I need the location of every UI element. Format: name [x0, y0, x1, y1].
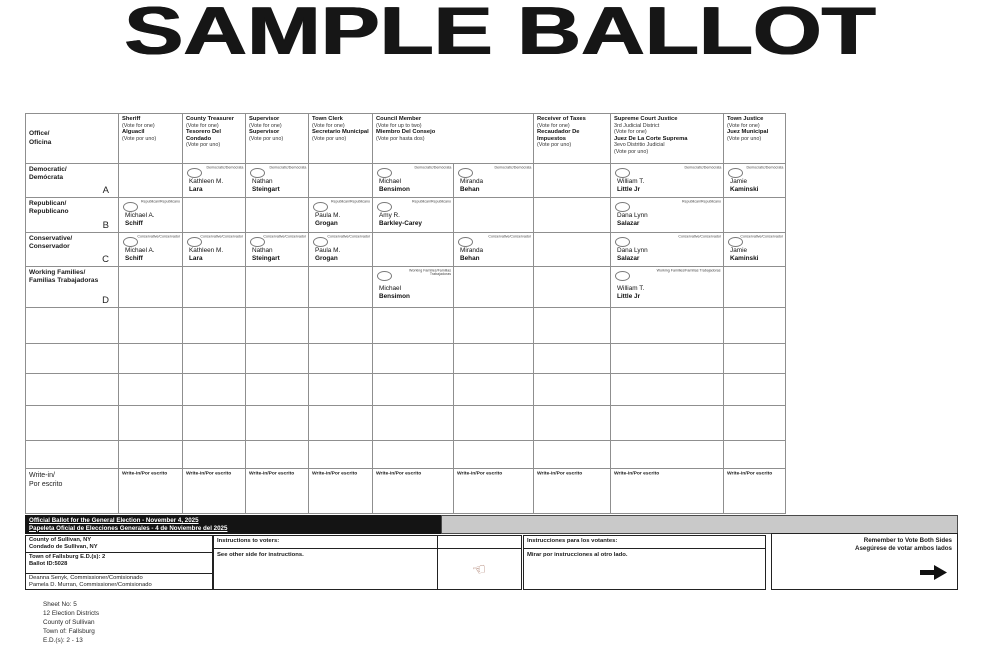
- empty-cell: [183, 406, 246, 441]
- empty-cell: [534, 233, 611, 267]
- ballot-oval[interactable]: [123, 237, 138, 247]
- town-ballot-section: [26, 553, 212, 574]
- party-micro-label: Democratic/Demócrata: [746, 166, 783, 170]
- office-header-supreme-court-justice: [611, 114, 724, 164]
- office-header-line: (Vote por uno): [727, 135, 762, 142]
- remember-line-en: Remember to Vote Both Sides: [863, 537, 952, 544]
- ballot-oval[interactable]: [458, 168, 473, 178]
- empty-cell: [534, 308, 611, 344]
- page-title: [0, 0, 1000, 85]
- candidate-last-name: Grogan: [315, 254, 338, 262]
- candidate-name: [617, 247, 648, 262]
- party-micro-label: Republican/Republicano: [411, 200, 451, 204]
- instructions-es-box: [523, 535, 766, 590]
- empty-cell: [309, 267, 373, 308]
- office-header-line: (Vote for one): [614, 129, 647, 136]
- empty-cell: [534, 198, 611, 233]
- arrow-right-icon: [920, 565, 947, 580]
- candidate-name: [379, 285, 410, 300]
- office-header-line: Tesorero Del Condado: [186, 129, 222, 142]
- candidate-first-name: Paula M.: [315, 212, 341, 219]
- instructions-en-box: [213, 535, 522, 590]
- write-in-label-line: Por escrito: [29, 480, 63, 488]
- write-in-cell-label: Write-in/Por escrito: [376, 471, 422, 476]
- candidate-last-name: Kaminski: [730, 254, 759, 262]
- office-header-town-justice: [724, 114, 786, 164]
- office-header-line: County Treasurer: [186, 116, 234, 122]
- empty-cell: [119, 267, 183, 308]
- candidate-cell-little-jr: [611, 267, 724, 308]
- candidate-cell-salazar: [611, 233, 724, 267]
- party-micro-label: Working Families/Familias Trabajadoras: [657, 269, 721, 273]
- office-header-line: Receiver of Taxes: [537, 116, 586, 122]
- candidate-first-name: Jamie: [730, 247, 748, 254]
- office-header-line: (Vote por uno): [249, 135, 284, 142]
- row-letter: C: [102, 254, 109, 265]
- candidate-last-name: Schiff: [125, 254, 143, 262]
- ballot-oval[interactable]: [377, 271, 392, 281]
- row-label-empty: [26, 441, 119, 469]
- candidate-first-name: Miranda: [460, 247, 484, 254]
- write-in-cell-label: Write-in/Por escrito: [537, 471, 583, 476]
- page-title-text: SAMPLE BALLOT: [124, 0, 876, 69]
- candidate-cell-lara: [183, 164, 246, 198]
- empty-cell: [246, 441, 309, 469]
- office-header-line: Supervisor: [249, 116, 280, 122]
- write-in-cell-label: Write-in/Por escrito: [122, 471, 168, 476]
- candidate-first-name: Kathleen M.: [189, 247, 224, 254]
- office-header-line: (Vote por uno): [186, 142, 221, 149]
- party-label-working-families: [26, 267, 119, 308]
- candidate-cell-behan: [454, 164, 534, 198]
- office-header-line: Town Clerk: [312, 116, 343, 122]
- write-in-cell: [246, 469, 309, 514]
- county-line: County of Sullivan, NY: [29, 537, 92, 543]
- empty-cell: [119, 374, 183, 406]
- write-in-cell: [373, 469, 454, 514]
- party-label-democratic: [26, 164, 119, 198]
- sheet-info: [43, 600, 99, 645]
- ballot-oval[interactable]: [458, 237, 473, 247]
- empty-cell: [373, 374, 454, 406]
- candidate-name: [252, 178, 280, 193]
- empty-cell: [611, 344, 724, 374]
- empty-cell: [454, 374, 534, 406]
- write-in-cell: [534, 469, 611, 514]
- empty-cell: [454, 344, 534, 374]
- sheet-info-line: Sheet No: 5: [43, 601, 77, 608]
- empty-cell: [373, 308, 454, 344]
- office-header-line: Juez Municipal: [727, 129, 769, 136]
- empty-cell: [534, 344, 611, 374]
- instructions-en-body: See other side for instructions.: [214, 549, 438, 589]
- empty-cell: [183, 267, 246, 308]
- ballot-oval[interactable]: [377, 202, 392, 212]
- writing-hand-icon: ☜: [470, 558, 489, 580]
- empty-cell: [309, 164, 373, 198]
- party-label-line: Working Families/: [29, 269, 86, 276]
- write-in-cell-label: Write-in/Por escrito: [186, 471, 232, 476]
- candidate-first-name: Michael: [379, 178, 402, 185]
- office-header-line: (Vote for one): [537, 122, 570, 129]
- write-in-cell-label: Write-in/Por escrito: [727, 471, 773, 476]
- candidate-name: [379, 212, 422, 227]
- empty-cell: [183, 198, 246, 233]
- party-label-line: Conservador: [29, 243, 70, 250]
- empty-cell: [724, 344, 786, 374]
- candidate-first-name: Michael: [379, 285, 402, 292]
- candidate-name: [125, 247, 154, 262]
- candidate-first-name: William T.: [617, 178, 645, 185]
- office-header-line: Town Justice: [727, 116, 764, 122]
- ballot-oval[interactable]: [313, 237, 328, 247]
- party-label-republican: [26, 198, 119, 233]
- empty-cell: [246, 198, 309, 233]
- empty-cell: [611, 308, 724, 344]
- candidate-name: [315, 212, 340, 227]
- candidate-name: [730, 178, 758, 193]
- empty-cell: [119, 344, 183, 374]
- candidate-first-name: Nathan: [252, 178, 273, 185]
- candidate-last-name: Lara: [189, 185, 203, 193]
- party-micro-label: Democratic/Demócrata: [684, 166, 721, 170]
- office-header-council-member: [373, 114, 534, 164]
- official-ballot-bar-black: [25, 515, 441, 534]
- empty-cell: [373, 344, 454, 374]
- candidate-cell-grogan: [309, 198, 373, 233]
- candidate-first-name: Michael A.: [125, 212, 155, 219]
- office-header-line: Supervisor: [249, 129, 280, 136]
- party-micro-label: Republican/Republicano: [140, 200, 180, 204]
- empty-cell: [373, 441, 454, 469]
- ballot-oval[interactable]: [313, 202, 328, 212]
- official-ballot-line-es: Papeleta Oficial de Elecciones Generales - 4 de Noviembre del 2025: [29, 524, 228, 532]
- ballot-oval[interactable]: [615, 271, 630, 281]
- write-in-label-cell: [26, 469, 119, 514]
- row-label-empty: [26, 406, 119, 441]
- candidate-name: [730, 247, 758, 262]
- office-header-line: Alguacil: [122, 129, 145, 136]
- empty-cell: [611, 374, 724, 406]
- ballot-oval[interactable]: [377, 168, 392, 178]
- empty-cell: [534, 164, 611, 198]
- candidate-last-name: Kaminski: [730, 185, 759, 193]
- empty-cell: [454, 198, 534, 233]
- office-header-line: Supreme Court Justice: [614, 116, 678, 122]
- candidate-cell-schiff: [119, 198, 183, 233]
- office-header-receiver-of-taxes: [534, 114, 611, 164]
- county-info-box: [25, 535, 213, 590]
- party-micro-label: Conservative/Conservador: [137, 235, 180, 239]
- town-line: Town of Fallsburg E.D.(s): 2: [29, 554, 106, 560]
- party-micro-label: Democratic/Demócrata: [414, 166, 451, 170]
- candidate-first-name: Paula M.: [315, 247, 341, 254]
- candidate-last-name: Barkley-Carey: [379, 219, 422, 227]
- instructions-es-title: Instrucciones para los votantes:: [524, 536, 765, 549]
- candidate-first-name: Michael A.: [125, 247, 155, 254]
- office-header-line: (Vote por uno): [122, 135, 157, 142]
- empty-cell: [309, 308, 373, 344]
- candidate-first-name: Miranda: [460, 178, 484, 185]
- party-label-line: Demócrata: [29, 174, 64, 181]
- candidate-cell-steingart: [246, 233, 309, 267]
- empty-cell: [246, 267, 309, 308]
- ballot-oval[interactable]: [615, 202, 630, 212]
- candidate-name: [460, 178, 483, 193]
- instructions-en-corner: [438, 536, 521, 549]
- empty-cell: [454, 406, 534, 441]
- empty-cell: [183, 441, 246, 469]
- empty-cell: [534, 441, 611, 469]
- empty-cell: [724, 308, 786, 344]
- empty-cell: [534, 406, 611, 441]
- empty-cell: [373, 233, 454, 267]
- office-header-line: Recaudador De Impuestos: [537, 129, 580, 142]
- candidate-last-name: Little Jr: [617, 292, 641, 300]
- candidate-last-name: Little Jr: [617, 185, 641, 193]
- ballot-oval[interactable]: [615, 237, 630, 247]
- empty-cell: [611, 441, 724, 469]
- candidate-name: [460, 247, 483, 262]
- ballot-table: [25, 113, 786, 514]
- row-label-empty: [26, 308, 119, 344]
- candidate-first-name: Kathleen M.: [189, 178, 224, 185]
- candidate-name: [252, 247, 280, 262]
- empty-cell: [119, 441, 183, 469]
- write-in-cell-label: Write-in/Por escrito: [312, 471, 358, 476]
- office-header-line: (Vote for one): [122, 122, 155, 129]
- sheet-info-line: County of Sullivan: [43, 619, 95, 626]
- write-in-cell-label: Write-in/Por escrito: [614, 471, 660, 476]
- candidate-last-name: Salazar: [617, 219, 640, 227]
- party-micro-label: Conservative/Conservador: [327, 235, 370, 239]
- party-micro-label: Democratic/Demócrata: [269, 166, 306, 170]
- party-micro-label: Conservative/Conservador: [200, 235, 243, 239]
- ballot-oval[interactable]: [123, 202, 138, 212]
- empty-cell: [724, 441, 786, 469]
- office-header-line: 3rd Judicial District: [614, 122, 660, 129]
- write-in-cell: [119, 469, 183, 514]
- party-micro-label: Working Families/Familias Trabajadoras: [409, 269, 451, 277]
- candidate-name: [125, 212, 154, 227]
- empty-cell: [183, 374, 246, 406]
- office-header-line: (Vote for one): [249, 122, 282, 129]
- official-ballot-line-en: Official Ballot for the General Election - November 4, 2025: [29, 516, 199, 524]
- office-label-cell: [26, 114, 119, 164]
- empty-cell: [309, 406, 373, 441]
- office-header-line: (Vote for one): [727, 122, 760, 129]
- empty-cell: [309, 374, 373, 406]
- office-header-line: (Vote for one): [186, 122, 219, 129]
- ballot-oval[interactable]: [615, 168, 630, 178]
- party-label-line: Familias Trabajadoras: [29, 277, 99, 284]
- office-header-line: (Vote for one): [312, 122, 345, 129]
- office-header-line: Secretario Municipal: [312, 129, 369, 136]
- write-in-cell: [309, 469, 373, 514]
- party-label-line: Conservative/: [29, 235, 73, 242]
- empty-cell: [246, 374, 309, 406]
- empty-cell: [246, 308, 309, 344]
- commissioners-section: [26, 574, 212, 589]
- sheet-info-line: 12 Election Districts: [43, 610, 100, 617]
- empty-cell: [119, 308, 183, 344]
- party-micro-label: Republican/Republicano: [330, 200, 370, 204]
- empty-cell: [611, 406, 724, 441]
- office-header-supervisor: [246, 114, 309, 164]
- row-letter: A: [102, 185, 109, 196]
- candidate-first-name: Dana Lynn: [617, 212, 648, 219]
- office-header-line: Sheriff: [122, 116, 141, 122]
- sheet-info-line: E.D.(s): 2 - 13: [43, 637, 83, 644]
- candidate-cell-schiff: [119, 233, 183, 267]
- candidate-name: [315, 247, 340, 262]
- empty-cell: [373, 406, 454, 441]
- candidate-first-name: Dana Lynn: [617, 247, 648, 254]
- write-in-cell: [611, 469, 724, 514]
- party-micro-label: Conservative/Conservador: [263, 235, 306, 239]
- candidate-first-name: Nathan: [252, 247, 273, 254]
- empty-cell: [454, 308, 534, 344]
- party-label-line: Democratic/: [29, 166, 67, 173]
- party-label-line: Republican/: [29, 200, 67, 207]
- candidate-cell-steingart: [246, 164, 309, 198]
- office-header-line: Council Member: [376, 116, 422, 122]
- candidate-last-name: Lara: [189, 254, 203, 262]
- candidate-cell-bensimon: [373, 164, 454, 198]
- office-header-town-clerk: [309, 114, 373, 164]
- office-header-line: (Vote for up to two): [376, 122, 422, 129]
- empty-cell: [246, 344, 309, 374]
- empty-cell: [119, 164, 183, 198]
- write-in-cell: [454, 469, 534, 514]
- row-label-empty: [26, 374, 119, 406]
- county-line: Condado de Sullivan, NY: [29, 544, 98, 551]
- candidate-last-name: Bensimon: [379, 185, 410, 193]
- candidate-first-name: Amy R.: [379, 212, 400, 219]
- instructions-en-title: Instructions to voters:: [214, 536, 438, 549]
- office-header-county-treasurer: [183, 114, 246, 164]
- candidate-name: [379, 178, 410, 193]
- candidate-last-name: Salazar: [617, 254, 640, 262]
- write-in-label-line: Write-in/: [29, 472, 55, 479]
- office-header-line: (Vote por uno): [614, 148, 649, 155]
- hand-with-pen-cell: [438, 549, 521, 589]
- party-micro-label: Republican/Republicano: [681, 200, 721, 204]
- office-header-sheriff: [119, 114, 183, 164]
- candidate-last-name: Schiff: [125, 219, 143, 227]
- empty-cell: [724, 267, 786, 308]
- office-header-line: (Vote por hasta dos): [376, 135, 425, 142]
- office-header-line: Juez De La Corte Suprema: [614, 135, 688, 142]
- office-header-line: 3evo Distritio Judicial: [614, 142, 665, 149]
- office-header-line: (Vote por uno): [312, 135, 347, 142]
- candidate-name: [617, 212, 648, 227]
- remember-line-es: Asegúrese de votar ambos lados: [855, 544, 952, 552]
- candidate-cell-bensimon: [373, 267, 454, 308]
- empty-cell: [246, 406, 309, 441]
- candidate-cell-kaminski: [724, 164, 786, 198]
- office-header-line: Miembro Del Consejo: [376, 129, 436, 136]
- empty-cell: [309, 344, 373, 374]
- candidate-name: [617, 178, 644, 193]
- ballot-id-line: Ballot ID:5028: [29, 561, 68, 568]
- write-in-cell-label: Write-in/Por escrito: [249, 471, 295, 476]
- party-label-line: Republicano: [29, 208, 69, 215]
- row-letter: B: [102, 220, 109, 231]
- candidate-cell-barkley-carey: [373, 198, 454, 233]
- party-micro-label: Conservative/Conservador: [740, 235, 783, 239]
- candidate-cell-grogan: [309, 233, 373, 267]
- office-header-line: (Vote por uno): [537, 142, 572, 149]
- empty-cell: [724, 374, 786, 406]
- empty-cell: [534, 374, 611, 406]
- candidate-name: [617, 285, 644, 300]
- write-in-cell-label: Write-in/Por escrito: [457, 471, 503, 476]
- candidate-last-name: Behan: [460, 254, 480, 262]
- write-in-cell: [183, 469, 246, 514]
- empty-cell: [309, 441, 373, 469]
- candidate-last-name: Grogan: [315, 219, 338, 227]
- empty-cell: [454, 267, 534, 308]
- candidate-cell-salazar: [611, 198, 724, 233]
- commissioner-line: Pamela D. Murran, Commissioner/Comisionado: [29, 582, 152, 589]
- candidate-last-name: Steingart: [252, 254, 280, 262]
- party-micro-label: Conservative/Conservador: [488, 235, 531, 239]
- official-ballot-bar-gray: [441, 515, 958, 534]
- empty-cell: [534, 267, 611, 308]
- ballot-oval[interactable]: [250, 168, 265, 178]
- write-in-cell: [724, 469, 786, 514]
- county-section: [26, 536, 212, 553]
- row-label-empty: [26, 344, 119, 374]
- empty-cell: [724, 198, 786, 233]
- empty-cell: [183, 344, 246, 374]
- sheet-info-line: Town of: Fallsburg: [43, 628, 95, 635]
- candidate-cell-behan: [454, 233, 534, 267]
- candidate-name: [189, 247, 223, 262]
- instructions-es-body: Mirar por instrucciones al otro lado.: [527, 552, 628, 558]
- candidate-cell-little-jr: [611, 164, 724, 198]
- candidate-name: [189, 178, 223, 193]
- candidate-last-name: Behan: [460, 185, 480, 193]
- candidate-last-name: Bensimon: [379, 292, 410, 300]
- candidate-cell-kaminski: [724, 233, 786, 267]
- candidate-last-name: Steingart: [252, 185, 280, 193]
- ballot-oval[interactable]: [187, 168, 202, 178]
- empty-cell: [119, 406, 183, 441]
- row-letter: D: [102, 295, 109, 306]
- candidate-first-name: Jamie: [730, 178, 748, 185]
- ballot-oval[interactable]: [728, 168, 743, 178]
- party-micro-label: Democratic/Demócrata: [494, 166, 531, 170]
- office-label-line: Oficina: [29, 138, 52, 146]
- party-micro-label: Democratic/Demócrata: [206, 166, 243, 170]
- party-micro-label: Conservative/Conservador: [678, 235, 721, 239]
- commissioner-line: Deanna Senyk, Commissioner/Comisionado: [29, 575, 143, 581]
- candidate-cell-lara: [183, 233, 246, 267]
- empty-cell: [454, 441, 534, 469]
- empty-cell: [724, 406, 786, 441]
- office-label-line: Office/: [29, 130, 50, 138]
- party-label-conservative: [26, 233, 119, 267]
- candidate-first-name: William T.: [617, 285, 645, 292]
- empty-cell: [183, 308, 246, 344]
- remember-vote-both-sides-box: [771, 533, 958, 590]
